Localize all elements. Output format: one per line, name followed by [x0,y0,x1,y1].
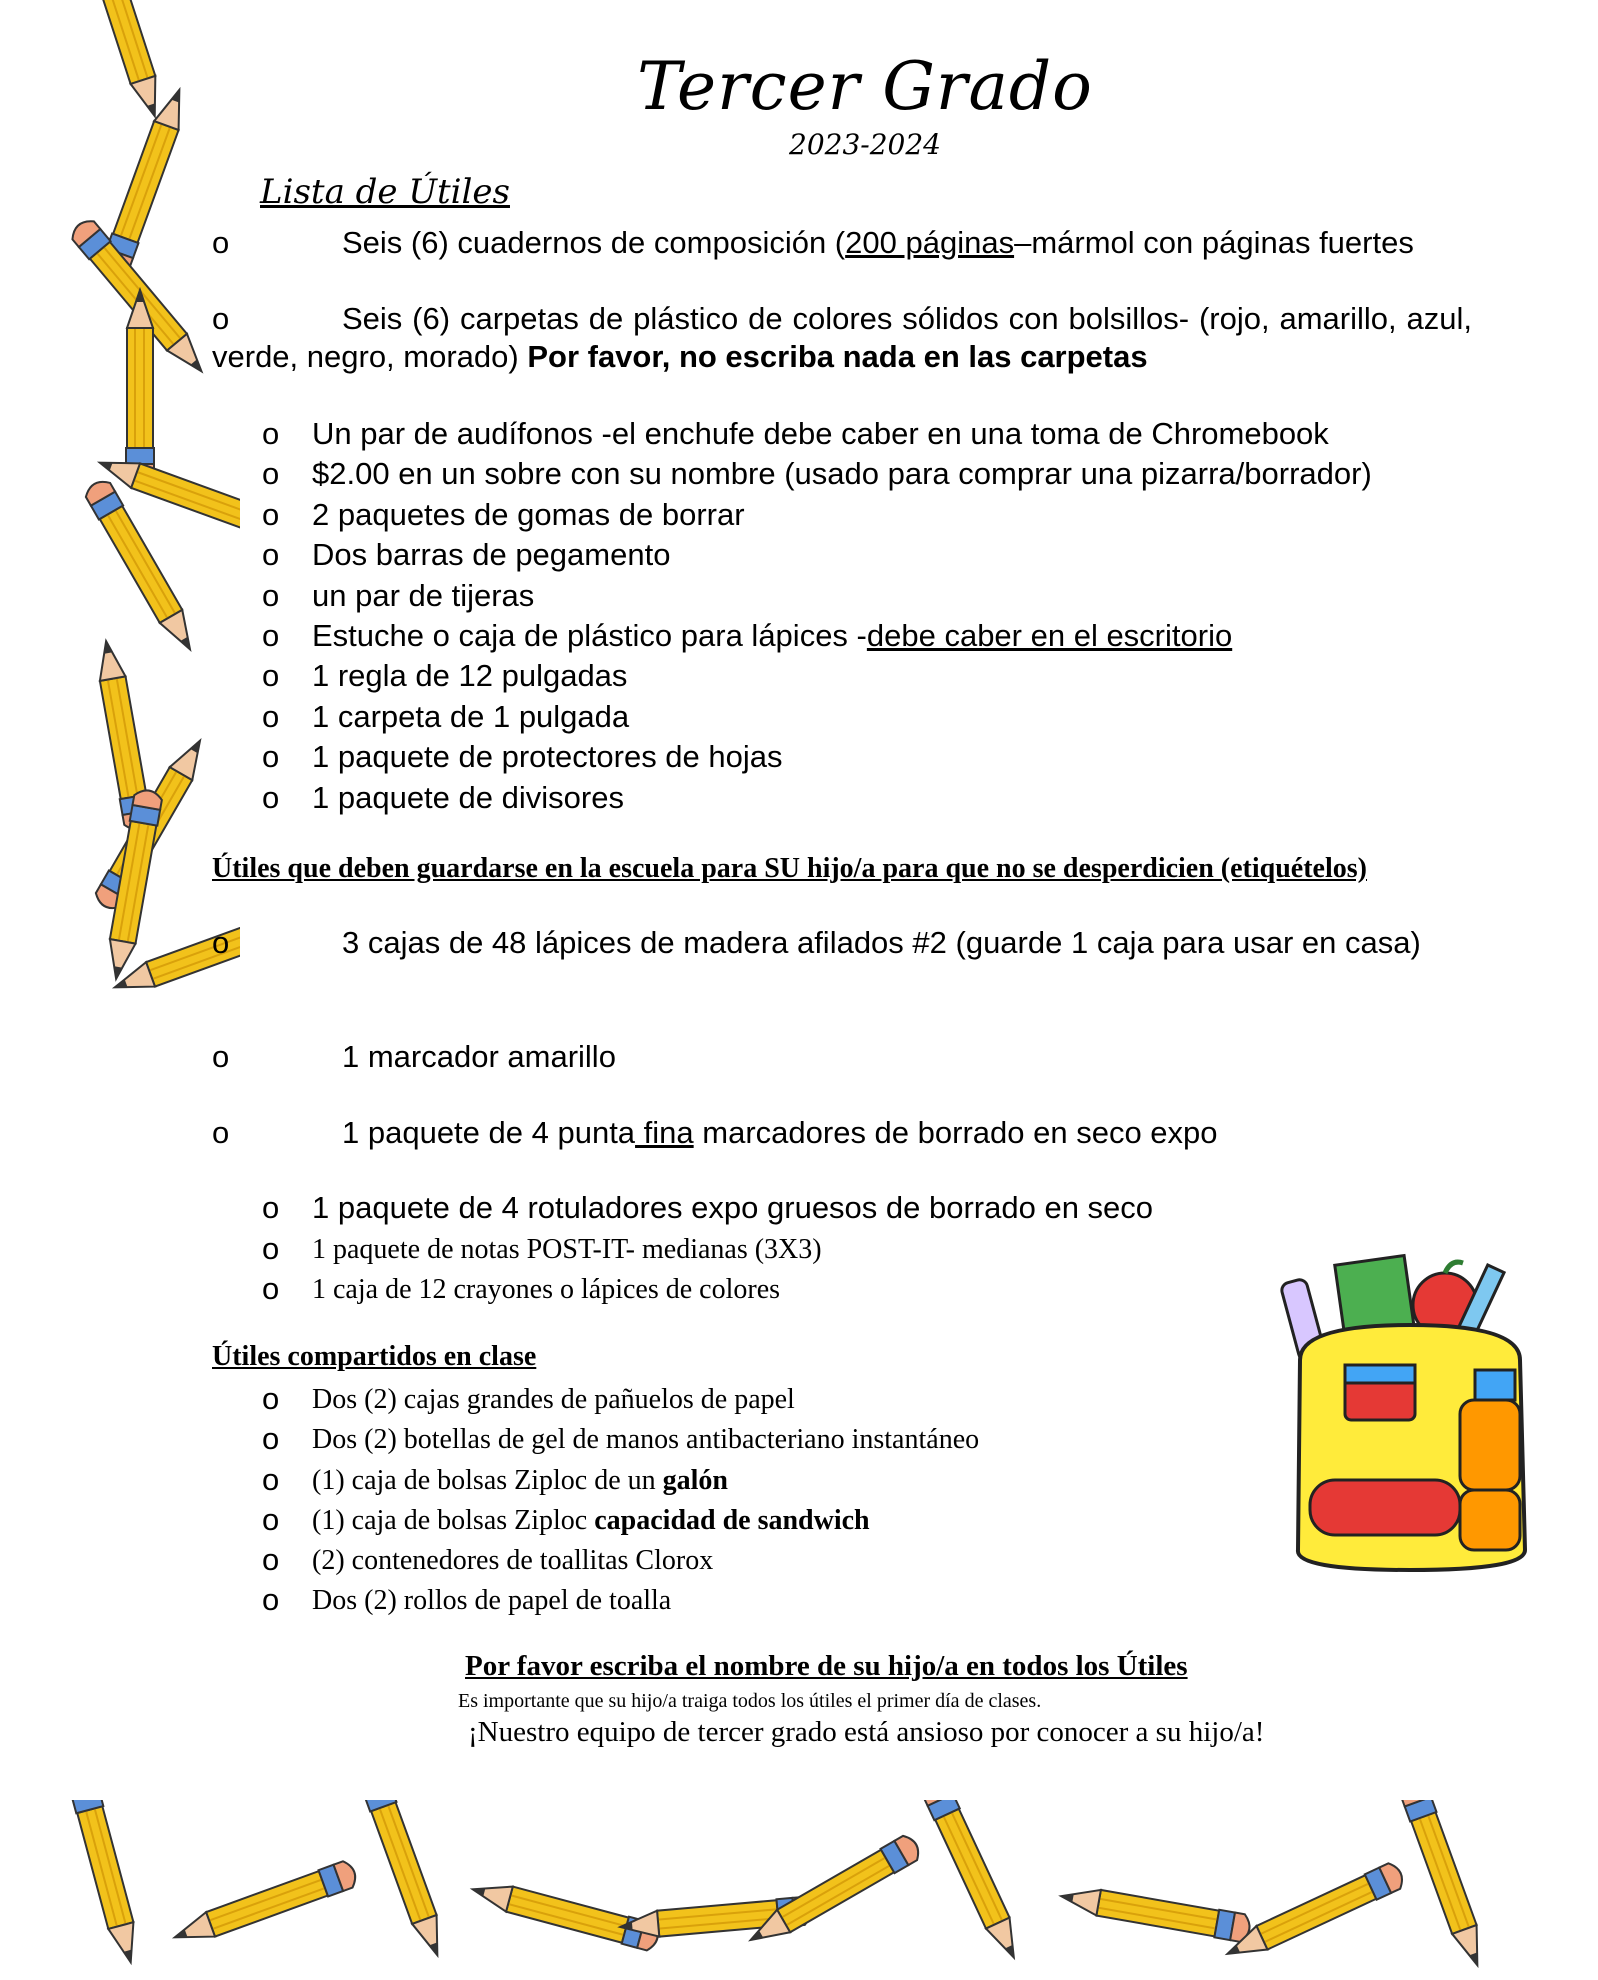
page-title: Tercer Grado [637,48,1093,125]
backpack-illustration [1270,1250,1560,1590]
section-heading-shared-supplies: Útiles compartidos en clase [212,1341,537,1372]
list-item: o (1) caja de bolsas Ziploc de un galón [262,1461,729,1497]
section-heading-school-supplies: Útiles que deben guardarse en la escuela para SU hijo/a para que no se desperdicien (etiquételos) [212,853,1367,884]
item-pencil-boxes: o 3 cajas de 48 lápices de madera afilados #2 (guarde 1 caja para usar en casa) [212,925,1421,960]
list-item: o 1 paquete de divisores [262,779,624,815]
list-item: o 1 caja de 12 crayones o lápices de colores [262,1271,781,1307]
supply-list-1 [262,414,1372,818]
list-item: o 1 regla de 12 pulgadas [262,658,628,694]
list-item: o Dos (2) cajas grandes de pañuelos de papel [262,1381,795,1416]
shared-supply-list [262,1380,979,1622]
list-item: o 1 carpeta de 1 pulgada [262,698,630,734]
list-item: o un par de tijeras [262,577,535,613]
school-year: 2023-2024 [789,128,941,161]
footer-welcome-message: ¡Nuestro equipo de tercer grado está ansioso por conocer a su hijo/a! [468,1716,1265,1748]
list-heading: Lista de Útiles [260,172,510,212]
list-item: o 2 paquetes de gomas de borrar [262,496,745,532]
footer-name-reminder: Por favor escriba el nombre de su hijo/a en todos los Útiles [465,1650,1188,1682]
list-item: o Dos (2) botellas de gel de manos antibacteriano instantáneo [262,1421,980,1457]
footer-first-day-note: Es importante que su hijo/a traiga todos los útiles el primer día de clases. [458,1690,1042,1712]
item-plastic-folders: o Seis (6) carpetas de plástico de colores sólidos con bolsillos- (rojo, amarillo, azul, verde, negro, morado) Por favor, no escriba nada en las carpetas [212,301,1472,374]
list-item: o $2.00 en un sobre con su nombre (usado para comprar una pizarra/borrador) [262,456,1372,492]
list-item: o 1 paquete de protectores de hojas [262,739,783,775]
list-item: o 1 paquete de notas POST-IT- medianas (3X3) [262,1231,822,1266]
list-item: o Un par de audífonos -el enchufe debe caber en una toma de Chromebook [262,416,1329,451]
list-item: o (1) caja de bolsas Ziploc capacidad de sandwich [262,1501,870,1537]
list-item: o (2) contenedores de toallitas Clorox [262,1542,714,1578]
bottom-pencil-border [20,1800,1580,1980]
list-item: o Estuche o caja de plástico para lápices -debe caber en el escritorio [262,617,1233,653]
list-item: o 1 paquete de 4 rotuladores expo gruesos de borrado en seco [262,1190,1154,1225]
list-item: o Dos barras de pegamento [262,537,671,573]
item-fine-markers: o 1 paquete de 4 punta fina marcadores de borrado en seco expo [212,1115,1218,1150]
item-yellow-marker: o 1 marcador amarillo [212,1039,616,1074]
supply-list-2 [262,1188,1153,1230]
supply-list-3 [262,1230,822,1311]
item-composition-notebooks: o Seis (6) cuadernos de composición (200 páginas–mármol con páginas fuertes [212,225,1414,260]
list-item: o Dos (2) rollos de papel de toalla [262,1582,672,1618]
